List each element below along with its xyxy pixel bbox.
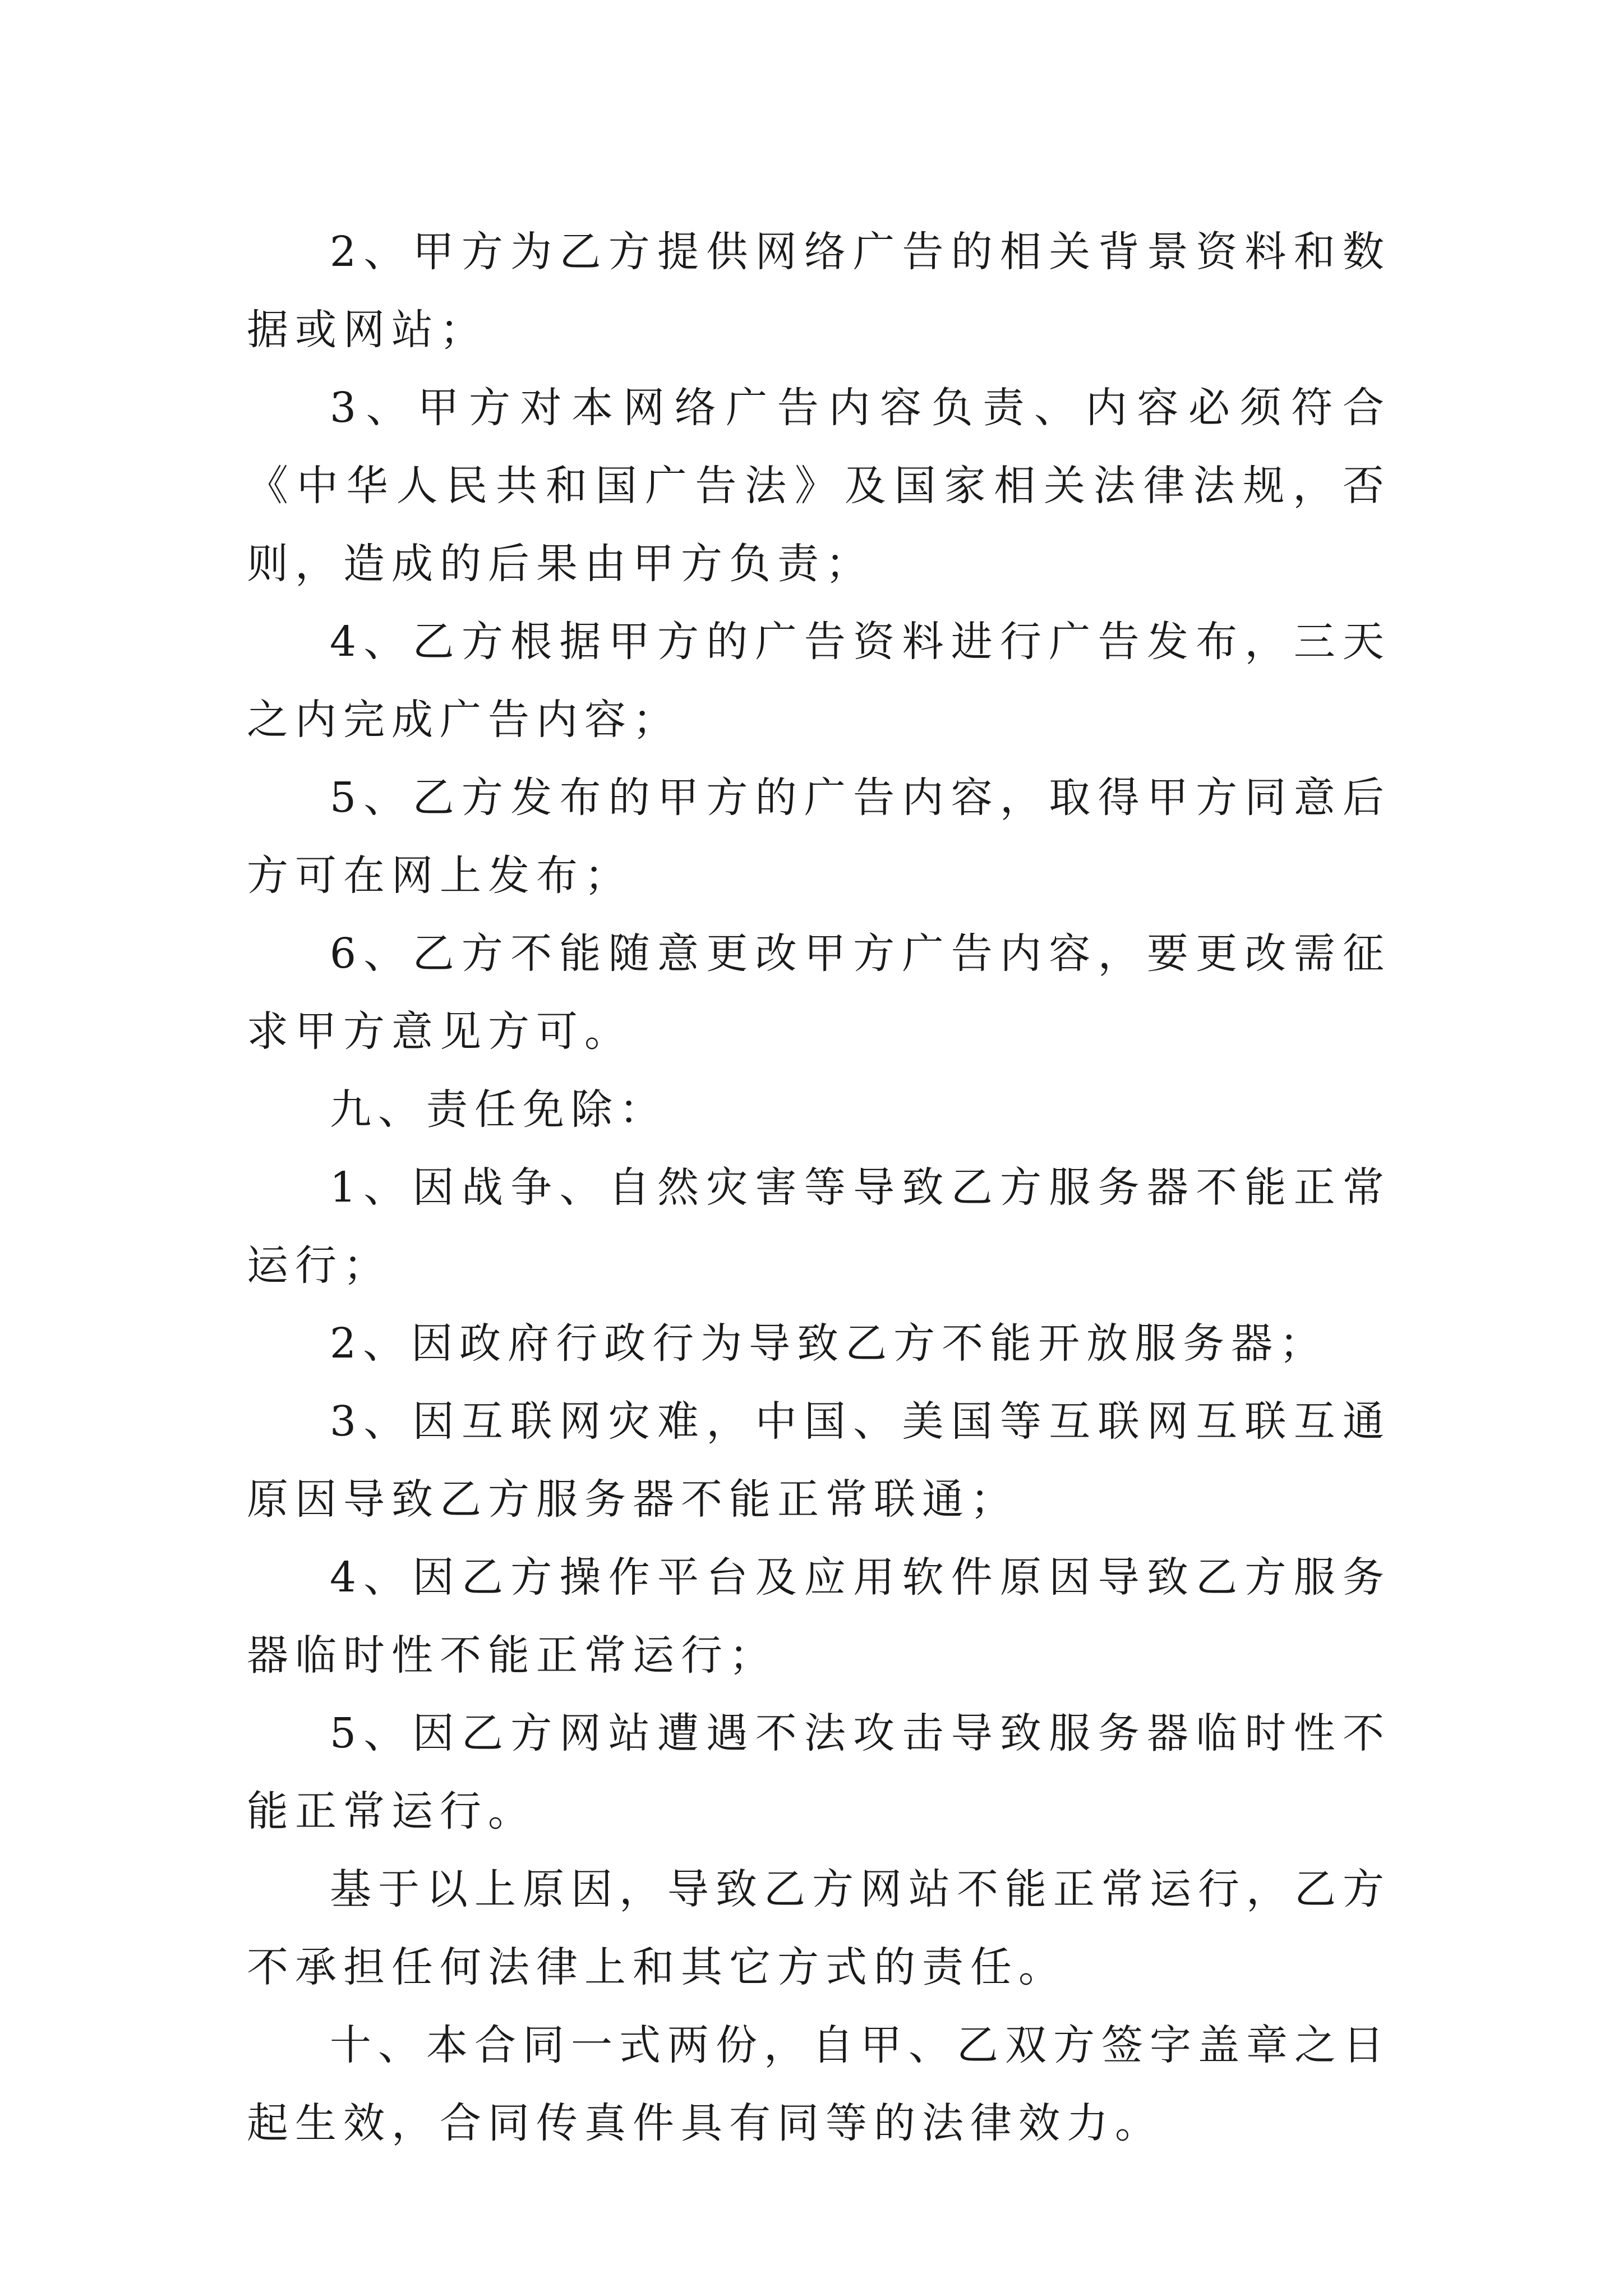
paragraph-item-2: 2、甲方为乙方提供网络广告的相关背景资料和数据或网站； <box>247 228 1391 354</box>
exemption-item-2: 2、因政府行政行为导致乙方不能开放服务器； <box>330 1319 1328 1368</box>
paragraph-item-3: 3、甲方对本网络广告内容负责、内容必须符合《中华人民共和国广告法》及国家相关法律法规，否则，造成的后果由甲方负责； <box>247 384 1391 588</box>
section-heading-liability-exemption: 九、责任免除： <box>330 1085 667 1134</box>
exemption-item-5: 5、因乙方网站遭遇不法攻击导致服务器临时性不能正常运行。 <box>247 1709 1391 1835</box>
exemption-summary: 基于以上原因，导致乙方网站不能正常运行，乙方不承担任何法律上和其它方式的责任。 <box>247 1865 1391 1991</box>
paragraph-item-5: 5、乙方发布的甲方的广告内容，取得甲方同意后方可在网上发布； <box>247 774 1391 900</box>
document-body <box>247 213 1391 2162</box>
paragraph-item-6: 6、乙方不能随意更改甲方广告内容，要更改需征求甲方意见方可。 <box>247 930 1391 1056</box>
exemption-item-4: 4、因乙方操作平台及应用软件原因导致乙方服务器临时性不能正常运行； <box>247 1553 1391 1680</box>
section-ten-effectiveness: 十、本合同一式两份，自甲、乙双方签字盖章之日起生效，合同传真件具有同等的法律效力。 <box>247 2021 1391 2147</box>
exemption-item-1: 1、因战争、自然灾害等导致乙方服务器不能正常运行； <box>247 1163 1391 1290</box>
exemption-item-3: 3、因互联网灾难，中国、美国等互联网互联互通原因导致乙方服务器不能正常联通； <box>247 1397 1391 1524</box>
paragraph-item-4: 4、乙方根据甲方的广告资料进行广告发布，三天之内完成广告内容； <box>247 618 1391 744</box>
